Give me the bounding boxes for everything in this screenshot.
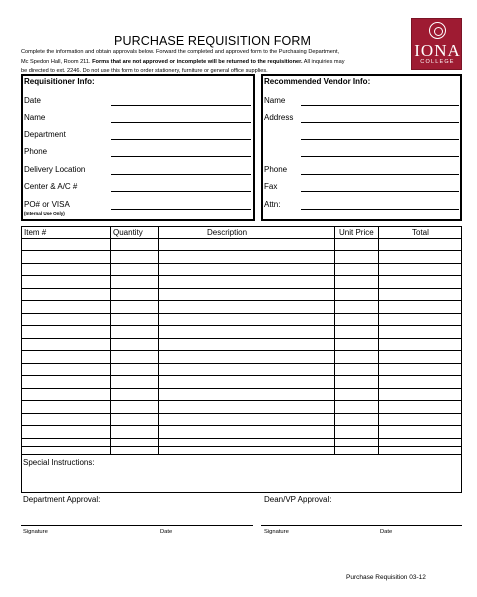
footer-form-id: Purchase Requisition 03-12 — [346, 574, 426, 581]
vendor-heading: Recommended Vendor Info: — [264, 77, 371, 86]
iona-college-logo: IONA COLLEGE — [411, 18, 462, 70]
department-signature-line[interactable] — [21, 525, 253, 526]
requisitioner-heading: Requisitioner Info: — [24, 77, 95, 86]
form-title: PURCHASE REQUISITION FORM — [114, 34, 311, 48]
department-signature-label: Signature — [23, 529, 48, 535]
special-instructions-box[interactable] — [21, 455, 462, 493]
vendor-attn-field[interactable] — [301, 209, 459, 210]
dean-signature-label: Signature — [264, 529, 289, 535]
vendor-fax-field[interactable] — [301, 191, 459, 192]
center-ac-field[interactable] — [111, 191, 251, 192]
column-divider — [334, 227, 335, 454]
table-row-divider — [22, 238, 461, 239]
college-seal-icon — [429, 22, 446, 39]
phone-field[interactable] — [111, 156, 251, 157]
table-row[interactable] — [22, 338, 461, 339]
vendor-address-field-3[interactable] — [301, 156, 459, 157]
delivery-location-label: Delivery Location — [24, 165, 86, 174]
vendor-fax-label: Fax — [264, 182, 278, 191]
table-row[interactable] — [22, 275, 461, 276]
phone-label: Phone — [24, 147, 48, 156]
internal-use-note: (Internal Use Only) — [24, 211, 65, 216]
table-row[interactable] — [22, 263, 461, 264]
vendor-address-label: Address — [264, 113, 294, 122]
department-label: Department — [24, 130, 66, 139]
column-divider — [378, 227, 379, 454]
vendor-name-label: Name — [264, 96, 286, 105]
form-instructions: Complete the information and obtain approvals below. Forward the completed and approved form to the Purchasing Department, Mc Spedon Hall, Room 211. Forms that are not approved or incomplete will be returned to the requisitioner. All inquiries may be directed to ext. 2246. Do not use this form to order stationery, furniture or general office supplies. — [21, 49, 345, 74]
table-row[interactable] — [22, 350, 461, 351]
table-row[interactable] — [22, 438, 461, 439]
vendor-phone-field[interactable] — [301, 174, 459, 175]
vendor-address-field-1[interactable] — [301, 122, 459, 123]
dean-signature-line[interactable] — [261, 525, 462, 526]
items-table — [21, 226, 462, 455]
table-row[interactable] — [22, 400, 461, 401]
po-visa-label: PO# or VISA — [24, 200, 70, 209]
department-field[interactable] — [111, 139, 251, 140]
column-header-total: Total — [412, 228, 429, 237]
table-row[interactable] — [22, 363, 461, 364]
date-field[interactable] — [111, 105, 251, 106]
table-row[interactable] — [22, 425, 461, 426]
column-divider — [110, 227, 111, 454]
delivery-location-field[interactable] — [111, 174, 251, 175]
vendor-info-box — [261, 74, 462, 221]
dean-vp-approval-label: Dean/VP Approval: — [264, 495, 332, 504]
table-row[interactable] — [22, 325, 461, 326]
table-row[interactable] — [22, 250, 461, 251]
dean-date-label: Date — [380, 529, 393, 535]
column-header-item: Item # — [24, 228, 47, 237]
table-row[interactable] — [22, 313, 461, 314]
department-approval-label: Department Approval: — [23, 495, 101, 504]
column-header-quantity: Quantity — [113, 228, 143, 237]
department-date-label: Date — [160, 529, 173, 535]
column-header-description: Description — [207, 228, 248, 237]
table-row[interactable] — [22, 375, 461, 376]
table-row[interactable] — [22, 300, 461, 301]
vendor-address-field-2[interactable] — [301, 139, 459, 140]
column-header-unit-price: Unit Price — [339, 228, 374, 237]
requisitioner-info-box — [21, 74, 255, 221]
table-row[interactable] — [22, 446, 461, 447]
table-row[interactable] — [22, 413, 461, 414]
column-divider — [158, 227, 159, 454]
special-instructions-label: Special Instructions: — [23, 458, 95, 467]
vendor-attn-label: Attn: — [264, 200, 281, 209]
vendor-phone-label: Phone — [264, 165, 288, 174]
vendor-name-field[interactable] — [301, 105, 459, 106]
center-ac-label: Center & A/C # — [24, 182, 78, 191]
table-row[interactable] — [22, 388, 461, 389]
po-visa-field[interactable] — [111, 209, 251, 210]
name-label: Name — [24, 113, 46, 122]
date-label: Date — [24, 96, 41, 105]
table-row[interactable] — [22, 288, 461, 289]
name-field[interactable] — [111, 122, 251, 123]
